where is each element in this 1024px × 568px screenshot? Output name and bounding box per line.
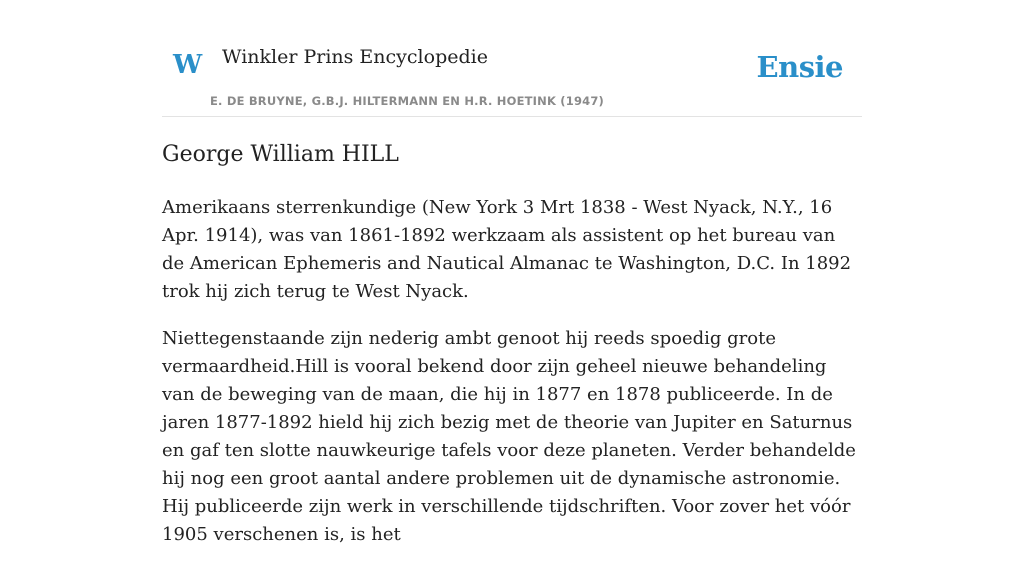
article bbox=[162, 138, 862, 568]
article-title: George William HILL bbox=[162, 142, 399, 167]
source-authors: E. DE BRUYNE, G.B.J. HILTERMANN EN H.R. HOETINK (1947) bbox=[210, 94, 605, 108]
brand-logo[interactable]: Ensie bbox=[756, 50, 843, 84]
source-title[interactable]: Winkler Prins Encyclopedie bbox=[222, 46, 488, 68]
article-paragraph: Niettegenstaande zijn nederig ambt genoot hij reeds spoedig grote vermaardheid.Hill is vooral bekend door zijn geheel nieuwe behandeling van de beweging van de maan, die hij in 1877 en 1878 publiceerde. In de jaren 1877-1892 hield hij zich bezig met de theorie van Jupiter en Saturnus en gaf ten slotte nauwkeurige tafels voor deze planeten. Verder behandelde hij nog een groot aantal andere problemen uit de dynamische astronomie. Hij publiceerde zijn werk in verschillende tijdschriften. Voor zover het vóór 1905 verschenen is, is het bbox=[162, 328, 856, 545]
source-logo[interactable]: W bbox=[173, 50, 203, 80]
article-paragraph: Amerikaans sterrenkundige (New York 3 Mrt 1838 - West Nyack, N.Y., 16 Apr. 1914), was van 1861-1892 werkzaam als assistent op het bureau van de American Ephemeris and Nautical Almanac te Washington, D.C. In 1892 trok hij zich terug te West Nyack. bbox=[162, 197, 852, 302]
source-header bbox=[162, 0, 862, 117]
